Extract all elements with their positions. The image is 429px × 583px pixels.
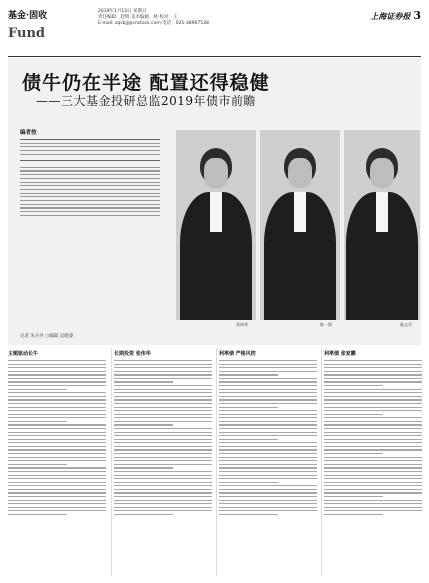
photo-lu-wenxue (344, 130, 420, 320)
editor-note-title: 编者按 (20, 130, 37, 136)
article-columns (8, 348, 421, 576)
section-title: 基金·固收 (8, 11, 48, 21)
editor-note (20, 128, 160, 218)
column-subtitle: 利率债 张家鹏 (324, 351, 356, 357)
section-title-en: Fund (8, 26, 45, 41)
masthead (8, 6, 421, 58)
photo-chen-yiming (260, 130, 340, 320)
photo-caption: 张伟华 (236, 322, 248, 327)
lead-article (8, 58, 421, 345)
column-subtitle: 主题驱动长牛 (8, 351, 39, 357)
masthead-editors: 责任编辑：赵明 美术编辑：林 校对：王 (98, 15, 178, 20)
photo-caption: 陈一铭 (320, 322, 332, 327)
masthead-contact: E-mail: zqsbjj@cnstock.com 电话：021-38967538 (98, 21, 209, 26)
photo-zhang-weihua (176, 130, 256, 320)
subheadline: ——三大基金投研总监2019年债市前瞻 (36, 94, 257, 108)
photo-caption: 陆文学 (400, 322, 412, 327)
masthead-date: 2019年1月13日 星期日 (98, 9, 147, 14)
page-number: 3 (413, 9, 421, 22)
article-column (219, 348, 317, 576)
column-subtitle: 长期投资 张伟华 (114, 351, 151, 357)
paper-name: 上海证券报 3 (370, 9, 421, 22)
byline: 记者 朱方丹 ○编辑 吴晓睿 (20, 334, 74, 339)
article-column (8, 348, 106, 576)
headline: 债牛仍在半途 配置还得稳健 (22, 72, 270, 94)
column-subtitle: 利率债 严格风控 (219, 351, 256, 357)
article-column (324, 348, 422, 576)
masthead-info (98, 9, 209, 27)
article-column (114, 348, 212, 576)
masthead-rule (8, 56, 421, 57)
